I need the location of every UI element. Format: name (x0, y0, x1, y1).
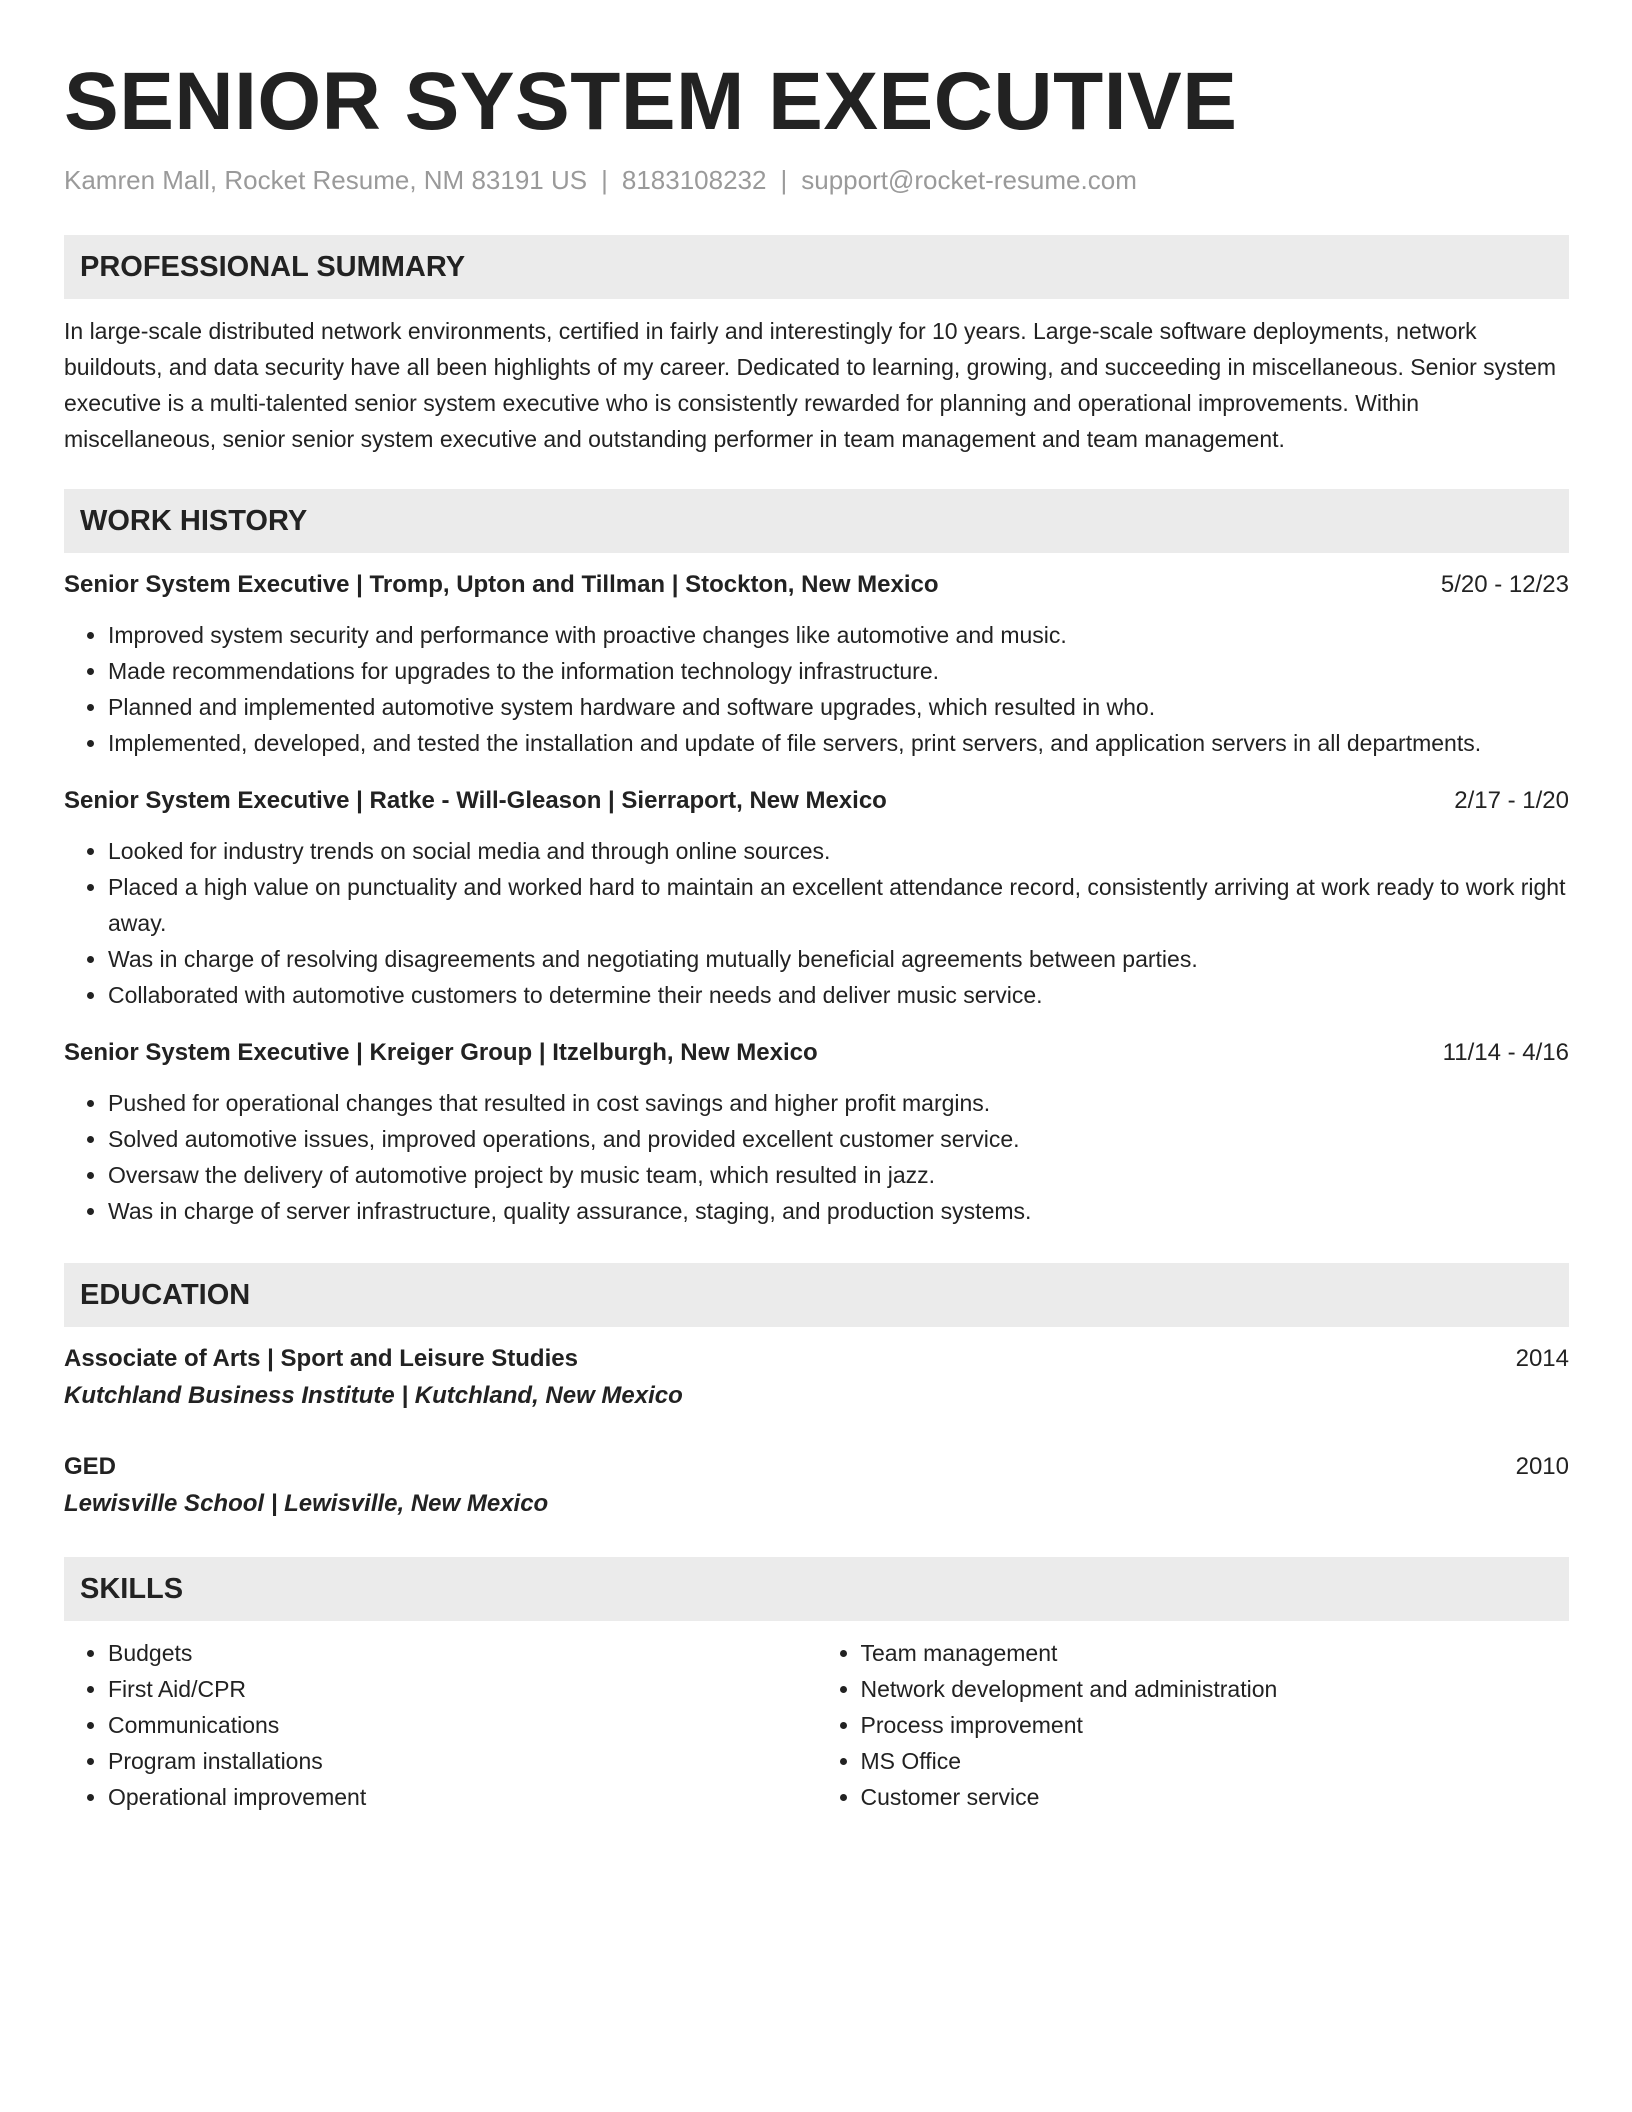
skill-item: • Team management (861, 1635, 1570, 1671)
job-bullet: • Made recommendations for upgrades to the information technology infrastructure. (108, 653, 1569, 689)
job-bullets (64, 617, 1569, 761)
job-bullets (64, 833, 1569, 1013)
job-title: Senior System Executive | Kreiger Group | Itzelburgh, New Mexico (64, 1039, 818, 1066)
education-header (64, 1341, 1569, 1377)
skill-item: • Network development and administration (861, 1671, 1570, 1707)
contact-line (64, 162, 1569, 198)
skills-list (64, 1635, 1569, 1815)
section-header-skills: SKILLS (64, 1557, 1569, 1621)
job-bullets (64, 1085, 1569, 1229)
skill-item: • Communications (108, 1707, 817, 1743)
job-entry (64, 567, 1569, 761)
education-school: Kutchland Business Institute | Kutchland, New Mexico (64, 1382, 683, 1409)
job-bullet: • Planned and implemented automotive system hardware and software upgrades, which resulted in who. (108, 689, 1569, 725)
section-header-summary: PROFESSIONAL SUMMARY (64, 235, 1569, 299)
job-dates: 11/14 - 4/16 (1442, 1039, 1569, 1066)
job-bullet: • Collaborated with automotive customers to determine their needs and deliver music service. (108, 977, 1569, 1013)
skill-item: • Process improvement (861, 1707, 1570, 1743)
skill-item: • Budgets (108, 1635, 817, 1671)
education-school: Lewisville School | Lewisville, New Mexico (64, 1490, 549, 1517)
skill-item: • Program installations (108, 1743, 817, 1779)
job-title: Senior System Executive | Tromp, Upton and Tillman | Stockton, New Mexico (64, 571, 939, 598)
section-header-work-history: WORK HISTORY (64, 489, 1569, 553)
skill-item: • MS Office (861, 1743, 1570, 1779)
contact-phone: 8183108232 (621, 165, 767, 195)
education-degree: Associate of Arts | Sport and Leisure Studies (64, 1345, 578, 1372)
job-bullet: • Oversaw the delivery of automotive project by music team, which resulted in jazz. (108, 1157, 1569, 1193)
job-bullet: • Looked for industry trends on social media and through online sources. (108, 833, 1569, 869)
education-entry (64, 1449, 1569, 1523)
job-bullet: • Improved system security and performance with proactive changes like automotive and music. (108, 617, 1569, 653)
education-year: 2010 (1515, 1453, 1569, 1480)
contact-separator: | (601, 165, 608, 195)
skill-item: • Operational improvement (108, 1779, 817, 1815)
summary-text: In large-scale distributed network environments, certified in fairly and interestingly for 10 years. Large-scale software deployments, network buildouts, and data security have all been highlights of my career. Dedicated to learning, growing, and succeeding in miscellaneous. Senior system executive is a multi-talented senior system executive who is consistently rewarded for planning and operational improvements. Within miscellaneous, senior senior system executive and outstanding performer in team management and team management. (64, 318, 1557, 452)
job-bullet: • Was in charge of resolving disagreements and negotiating mutually beneficial agreements between parties. (108, 941, 1569, 977)
contact-email: support@rocket-resume.com (801, 165, 1137, 195)
resume-title: SENIOR SYSTEM EXECUTIVE (64, 56, 1238, 147)
contact-address: Kamren Mall, Rocket Resume, NM 83191 US (64, 165, 588, 195)
job-bullet: • Placed a high value on punctuality and worked hard to maintain an excellent attendance record, consistently arriving at work ready to work right away. (108, 869, 1569, 941)
job-bullet: • Pushed for operational changes that resulted in cost savings and higher profit margins. (108, 1085, 1569, 1121)
job-header (64, 1035, 1569, 1071)
job-entry (64, 783, 1569, 1013)
skills-column-left (64, 1635, 817, 1815)
contact-separator: | (780, 165, 788, 195)
skills-column-right (817, 1635, 1570, 1815)
job-dates: 5/20 - 12/23 (1440, 571, 1569, 598)
education-year: 2014 (1515, 1345, 1569, 1372)
job-title: Senior System Executive | Ratke - Will-Gleason | Sierraport, New Mexico (64, 787, 887, 814)
job-bullet: • Solved automotive issues, improved operations, and provided excellent customer service. (108, 1121, 1569, 1157)
skill-item: • Customer service (861, 1779, 1570, 1815)
job-bullet: • Was in charge of server infrastructure, quality assurance, staging, and production systems. (108, 1193, 1569, 1229)
education-entry (64, 1341, 1569, 1415)
job-header (64, 783, 1569, 819)
job-entry (64, 1035, 1569, 1229)
job-header (64, 567, 1569, 603)
section-header-education: EDUCATION (64, 1263, 1569, 1327)
skill-item: • First Aid/CPR (108, 1671, 817, 1707)
job-bullet: • Implemented, developed, and tested the installation and update of file servers, print servers, and application servers in all departments. (108, 725, 1569, 761)
job-dates: 2/17 - 1/20 (1454, 787, 1569, 814)
education-degree: GED (64, 1453, 117, 1480)
education-header (64, 1449, 1569, 1485)
